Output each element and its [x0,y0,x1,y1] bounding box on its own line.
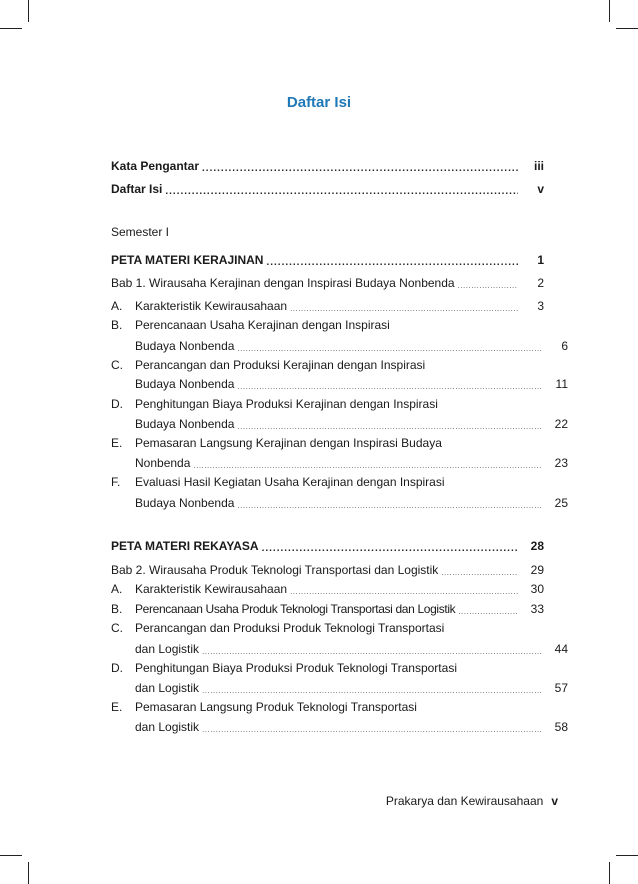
toc-item-1f-cont[interactable] [111,494,568,511]
toc-label: Pemasaran Langsung Produk Teknologi Transportasi [135,700,417,714]
toc-section-rekayasa[interactable] [111,537,544,554]
item-letter: C. [111,621,123,635]
toc-item-2e-cont[interactable] [111,718,568,735]
toc-item-2d[interactable] [111,659,544,676]
item-letter: B. [111,602,123,616]
item-letter: F. [111,475,121,489]
toc-label: Nonbenda [135,456,191,470]
toc-item-1c[interactable] [111,356,544,373]
toc-item-1c-cont[interactable] [111,375,568,392]
crop-mark [609,0,610,22]
toc-item-2b[interactable] [111,600,544,617]
leader-dots [237,382,542,392]
toc-item-1f[interactable] [111,473,544,490]
page-title: Daftar Isi [286,94,352,111]
leader-dots [262,544,518,554]
crop-mark [616,28,638,29]
toc-item-2e[interactable] [111,698,544,715]
toc-page: 3 [537,299,544,313]
toc-label: Kata Pengantar [111,159,200,173]
toc-item-2d-cont[interactable] [111,679,568,696]
toc-item-1d-cont[interactable] [111,415,568,432]
toc-label: Perancangan dan Produksi Produk Teknologi Transportasi [135,621,445,635]
toc-page: 30 [530,582,544,596]
crop-mark [0,28,22,29]
crop-mark [616,855,638,856]
leader-dots [202,647,542,657]
leader-dots [266,258,518,268]
toc-label: dan Logistik [135,642,200,656]
crop-mark [28,862,29,884]
toc-label: Karakteristik Kewirausahaan [135,299,288,313]
toc-page: 28 [530,539,544,553]
leader-dots [193,461,542,471]
page-footer [386,794,558,808]
item-letter: A. [111,582,123,596]
toc-item-1b-cont[interactable] [111,337,568,354]
item-letter: E. [111,436,123,450]
leader-dots [441,568,518,578]
leader-dots [202,164,518,174]
leader-dots [290,304,518,314]
toc-label: Perencanaan Usaha Produk Teknologi Transportasi dan Logistik [135,602,456,616]
item-letter: D. [111,661,123,675]
leader-dots [202,725,542,735]
toc-item-1e[interactable] [111,434,544,451]
crop-mark [609,862,610,884]
footer-book-title: Prakarya dan Kewirausahaan [385,794,544,808]
toc-page: 33 [530,602,544,616]
crop-mark [0,855,22,856]
toc-page: 1 [537,253,544,267]
toc-label: Penghitungan Biaya Produksi Produk Teknologi Transportasi [135,661,457,675]
toc-item-1d[interactable] [111,395,544,412]
leader-dots [202,686,542,696]
toc-page: 2 [537,276,544,290]
leader-dots [458,607,518,617]
toc-item-2c-cont[interactable] [111,640,568,657]
toc-chapter-2[interactable] [111,561,544,578]
leader-dots [237,422,542,432]
toc-item-2a[interactable] [111,580,544,597]
item-letter: C. [111,358,123,372]
leader-dots [290,587,518,597]
toc-label: dan Logistik [135,681,200,695]
leader-dots [237,344,542,354]
toc-entry-kata-pengantar[interactable] [111,157,544,174]
footer-page-number: v [551,794,558,808]
toc-label: Bab 2. Wirausaha Produk Teknologi Transportasi dan Logistik [111,563,439,577]
item-letter: E. [111,700,123,714]
toc-label: Budaya Nonbenda [135,496,235,510]
crop-mark [28,0,29,22]
toc-item-1e-cont[interactable] [111,454,568,471]
toc-label: Budaya Nonbenda [135,377,235,391]
item-letter: D. [111,397,123,411]
leader-dots [458,281,518,291]
toc-label: dan Logistik [135,720,200,734]
toc-entry-daftar-isi[interactable] [111,180,544,197]
semester-label: Semester I [111,225,170,239]
toc-label: Perencanaan Usaha Kerajinan dengan Inspirasi [135,318,390,332]
toc-page: 25 [554,496,568,510]
toc-page: 29 [530,563,544,577]
item-letter: A. [111,299,123,313]
toc-item-1b[interactable] [111,316,544,333]
toc-page: v [537,182,544,196]
toc-page: 44 [554,642,568,656]
toc-label: Budaya Nonbenda [135,417,235,431]
toc-label: Pemasaran Langsung Kerajinan dengan Inspirasi Budaya [135,436,442,450]
toc-page: 22 [554,417,568,431]
toc-item-2c[interactable] [111,619,544,636]
toc-chapter-1[interactable] [111,274,544,291]
toc-label: Perancangan dan Produksi Kerajinan dengan Inspirasi [135,358,426,372]
toc-page: 11 [555,377,568,391]
toc-page: 57 [554,681,568,695]
toc-label: Daftar Isi [111,182,163,196]
toc-page: iii [533,159,544,173]
item-letter: B. [111,318,123,332]
toc-page: 58 [554,720,568,734]
toc-label: Karakteristik Kewirausahaan [135,582,288,596]
toc-page: 23 [554,456,568,470]
toc-page: 6 [561,339,568,353]
toc-label: Budaya Nonbenda [135,339,235,353]
toc-label: Penghitungan Biaya Produksi Kerajinan dengan Inspirasi [135,397,438,411]
toc-item-1a[interactable] [111,297,544,314]
toc-label: PETA MATERI KERAJINAN [111,253,264,267]
leader-dots [165,187,518,197]
toc-label: Evaluasi Hasil Kegiatan Usaha Kerajinan dengan Inspirasi [135,475,445,489]
toc-section-kerajinan[interactable] [111,251,544,268]
leader-dots [237,501,542,511]
toc-label: PETA MATERI REKAYASA [111,539,259,553]
toc-label: Bab 1. Wirausaha Kerajinan dengan Inspirasi Budaya Nonbenda [111,276,455,290]
